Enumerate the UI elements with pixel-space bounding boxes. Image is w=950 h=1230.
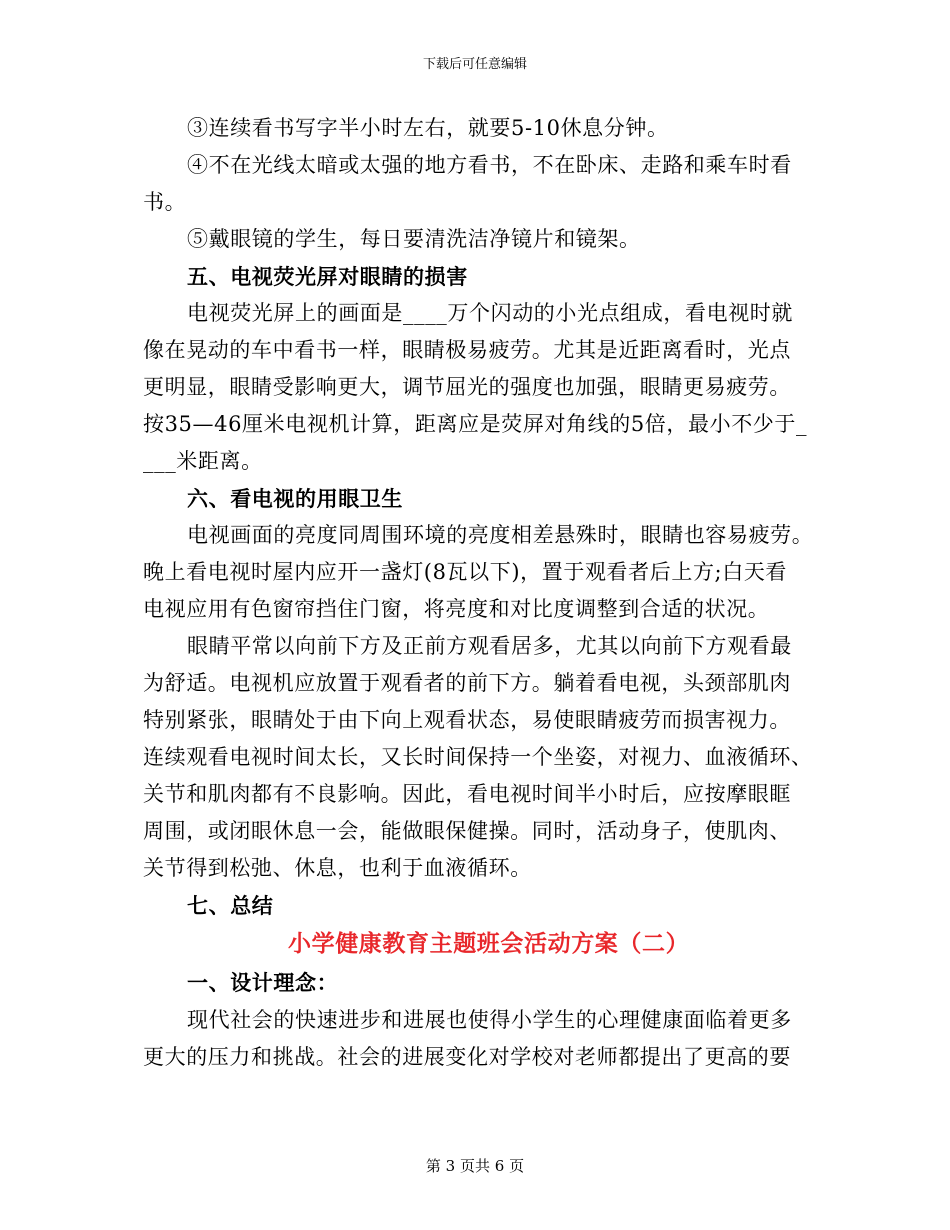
body-line: 按35—46厘米电视机计算，距离应是荧屏对角线的5倍，最小不少于_ xyxy=(143,412,808,436)
section-heading: 七、总结 xyxy=(187,893,274,918)
body-line: ③连续看书写字半小时左右，就要5-10休息分钟。 xyxy=(187,116,669,140)
body-line: ⑤戴眼镜的学生，每日要清洗洁净镜片和镜架。 xyxy=(187,227,641,251)
document-title: 小学健康教育主题班会活动方案（二） xyxy=(288,930,690,957)
body-line: 特别紧张，眼睛处于由下向上观看状态，易使眼睛疲劳而损害视力。 xyxy=(143,708,791,732)
body-line: 像在晃动的车中看书一样，眼睛极易疲劳。尤其是近距离看时，光点 xyxy=(143,338,791,362)
section-heading: 五、电视荧光屏对眼睛的损害 xyxy=(187,264,468,289)
body-line: 周围，或闭眼休息一会，能做眼保健操。同时，活动身子，使肌肉、 xyxy=(143,819,791,843)
body-line: 关节得到松弛、休息，也利于血液循环。 xyxy=(143,856,532,880)
body-line: 晚上看电视时屋内应开一盏灯(8瓦以下)，置于观看者后上方;白天看 xyxy=(143,560,788,584)
body-line: 电视应用有色窗帘挡住门窗，将亮度和对比度调整到合适的状况。 xyxy=(143,597,770,621)
body-line: 现代社会的快速进步和进展也使得小学生的心理健康面临着更多 xyxy=(187,1008,792,1032)
body-line: 为舒适。电视机应放置于观看者的前下方。躺着看电视，头颈部肌肉 xyxy=(143,671,791,695)
section-heading: 一、设计理念： xyxy=(187,970,339,995)
page-footer: 第 3 页共 6 页 xyxy=(425,1157,525,1175)
body-line: 电视画面的亮度同周围环境的亮度相差悬殊时，眼睛也容易疲劳。 xyxy=(187,523,814,547)
body-line: 更明显，眼睛受影响更大，调节屈光的强度也加强，眼睛更易疲劳。 xyxy=(143,375,791,399)
body-line: 更大的压力和挑战。社会的进展变化对学校对老师都提出了更高的要 xyxy=(143,1045,791,1069)
body-line: ④不在光线太暗或太强的地方看书，不在卧床、走路和乘车时看 xyxy=(187,153,792,177)
body-line: ___米距离。 xyxy=(143,449,263,473)
section-heading: 六、看电视的用眼卫生 xyxy=(187,486,403,511)
body-line: 电视荧光屏上的画面是____万个闪动的小光点组成，看电视时就 xyxy=(187,301,793,325)
body-line: 关节和肌肉都有不良影响。因此，看电视时间半小时后，应按摩眼眶 xyxy=(143,782,791,806)
body-line: 书。 xyxy=(143,190,187,214)
body-line: 连续观看电视时间太长，又长时间保持一个坐姿，对视力、血液循环、 xyxy=(143,745,813,769)
body-line: 眼睛平常以向前下方及正前方观看居多，尤其以向前下方观看最 xyxy=(187,634,792,658)
page-header: 下载后可任意编辑 xyxy=(422,57,527,72)
